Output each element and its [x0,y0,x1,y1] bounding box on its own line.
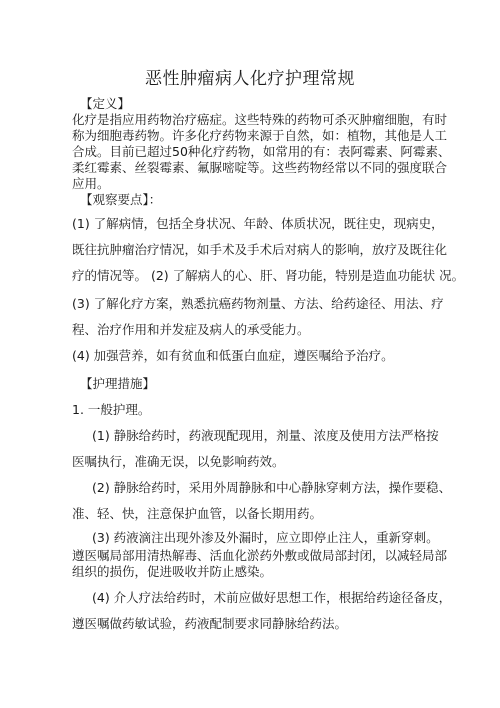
measures-line: (1) 静脉给药时，药液现配现用，剂量、浓度及使用方法严格按 [92,428,439,443]
definition-line: 应用。 [72,176,110,191]
document-title: 恶性肿瘤病人化疗护理常规 [145,69,355,89]
observation-line: (4) 加强营养，如有贫血和低蛋白血症，遵医嘱给予治疗。 [72,348,394,363]
measures-line: 1. 一般护理。 [72,402,151,417]
measures-line: 遵医嘱做药敏试验，药液配制要求同静脉给药法。 [72,616,348,631]
observation-line: 程、治疗作用和并发症及病人的承受能力。 [72,322,310,337]
measures-line: 医嘱执行，准确无误，以免影响药效。 [72,454,285,469]
measures-line: (3) 药液滴注出现外渗及外漏时，应立即停止注人，重新穿刺。 [92,530,439,545]
measures-line: 遵医嘱局部用清热解毒、活血化淤药外敷或做局部封闭，以减轻局部 [72,548,448,563]
definition-line: 合成。目前已超过50种化疗药物，如常用的有：表阿霉素、阿霉素、 [72,144,451,159]
observation-line: 既往抗肿瘤治疗情况，如手术及手术后对病人的影响，放疗及既往化 [72,242,448,257]
measures-line: (2) 静脉给药时，采用外周静脉和中心静脉穿刺方法，操作要稳、 [92,480,452,495]
observation-line: (3) 了解化疗方案，熟悉抗癌药物剂量、方法、给药途径、用法、疗 [72,296,444,311]
definition-line: 称为细胞毒药物。许多化疗药物来源于自然，如：植物，其他是人工 [72,128,448,143]
measures-line: 组织的损伤，促进吸收并防止感染。 [72,564,273,579]
definition-line: 化疗是指应用药物治疗癌症。这些特殊的药物可杀灭肿瘤细胞，有时 [72,112,448,127]
measures-line: 准、轻、快，注意保护血管，以备长期用药。 [72,506,323,521]
observation-line: (1) 了解病情，包括全身状况、年龄、体质状况，既往史，现病史， [72,216,444,231]
definition-line: 柔红霉素、丝裂霉素、氟脲嘧啶等。这些药物经常以不同的强度联合 [72,160,448,175]
observation-heading: 【观察要点】： [80,192,162,207]
measures-line: (4) 介人疗法给药时，术前应做好思想工作，根据给药途径备皮， [92,590,452,605]
observation-line: 疗的情况等。 (2) 了解病人的心、肝、肾功能，特别是造血功能状 况。 [72,268,465,283]
definition-heading: 【定义】 [80,96,131,111]
measures-heading: 【护理措施】 [80,376,156,391]
